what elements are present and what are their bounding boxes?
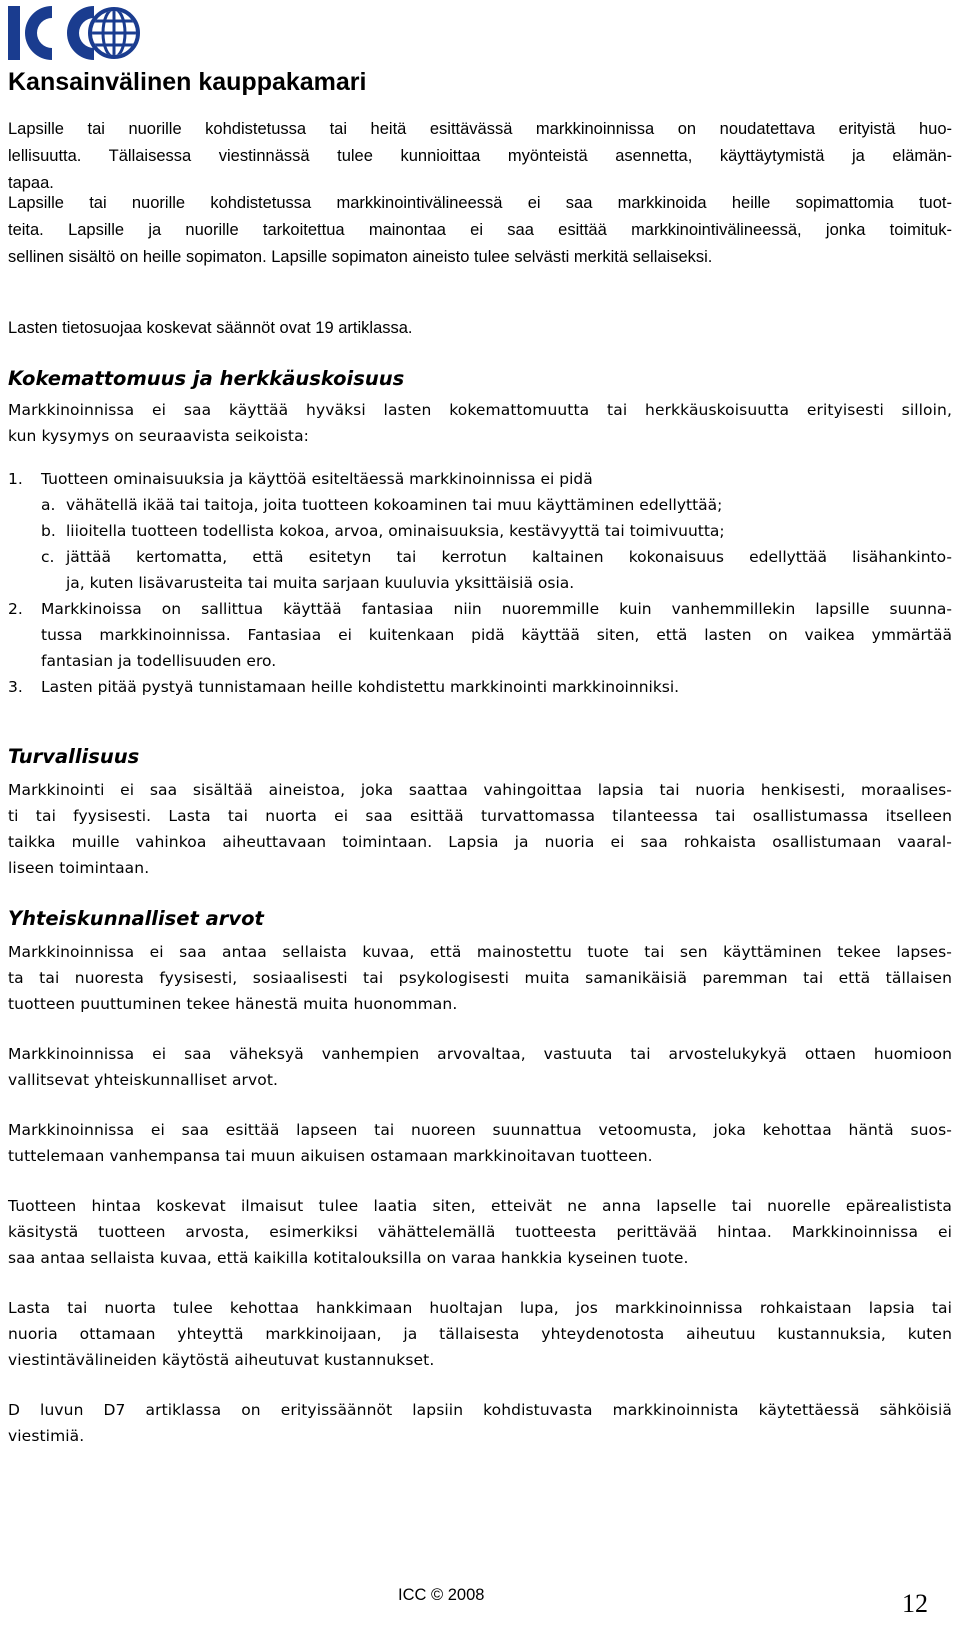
- text-line: viestintävälineiden käytöstä aiheutuvat kustannukset.: [8, 1351, 435, 1369]
- intro-paragraph-2: [8, 190, 952, 271]
- section-heading-yhteiskunnalliset-arvot: Yhteiskunnalliset arvot: [8, 907, 264, 930]
- text-line: vallitsevat yhteiskunnalliset arvot.: [8, 1071, 279, 1089]
- list-item: [8, 674, 952, 700]
- text-fragment: sellinen sisältö on heille sopimaton.: [8, 248, 267, 266]
- section2-paragraph: [8, 777, 952, 881]
- text-line: Lasten pitää pystyä tunnistamaan heille kohdistettu markkinointi markkinoinniksi.: [41, 678, 680, 696]
- intro-paragraph-1: [8, 116, 952, 197]
- sub-list-item: [8, 544, 952, 596]
- sub-list-letter: a.: [41, 496, 56, 514]
- text-line: Lasta tai nuorta tulee kehottaa hankkimaan huoltajan lupa, jos markkinoinnissa rohkaistaan lapsia tai: [8, 1299, 952, 1317]
- text-line: käsitystä tuotteen arvosta, esimerkiksi vähättelemällä tuotteesta perittävää hintaa. Markkinoinnissa ei: [8, 1223, 952, 1241]
- text-line: tuttelemaan vanhempansa tai muun aikuisen ostamaan markkinoitavan tuotteen.: [8, 1147, 653, 1165]
- footer-copyright: ICC © 2008: [398, 1586, 485, 1604]
- text-line: kun kysymys on seuraavista seikoista:: [8, 427, 309, 445]
- text-line: Tuotteen ominaisuuksia ja käyttöä esiteltäessä markkinoinnissa ei pidä: [41, 470, 593, 488]
- text-line: Markkinointi ei saa sisältää aineistoa, joka saattaa vahingoittaa lapsia tai nuoria henkisesti, moraalises-: [8, 781, 952, 799]
- org-title: Kansainvälinen kauppakamari: [8, 68, 367, 96]
- text-line: nuoria ottamaan yhteyttä markkinoijaan, ja tällaisesta yhteydenotosta aiheutuu kustannuksia, kuten: [8, 1325, 952, 1343]
- sub-list-letter: b.: [41, 522, 56, 540]
- sub-list: [41, 492, 952, 596]
- text-line: Markkinoinnissa ei saa esittää lapseen tai nuoreen suunnattua vetoomusta, joka kehottaa häntä suos-: [8, 1121, 952, 1139]
- text-line: [8, 244, 952, 271]
- text-line: Markkinoissa on sallittua käyttää fantasiaa niin nuoremmille kuin vanhemmillekin lapsille suunna-: [41, 600, 952, 618]
- page-number: 12: [902, 1589, 928, 1618]
- text-fragment: Lapsille sopimaton aineisto tulee selvästi merkitä sellaiseksi.: [271, 248, 713, 266]
- intro-paragraph-3: Lasten tietosuojaa koskevat säännöt ovat 19 artiklassa.: [8, 319, 413, 337]
- sub-list-letter: c.: [41, 548, 55, 566]
- list-item: [8, 596, 952, 674]
- list-number: 3.: [8, 678, 23, 696]
- numbered-list: [8, 466, 952, 700]
- section1-intro: [8, 397, 952, 449]
- sub-list-item: [8, 492, 952, 518]
- section3-paragraph: [8, 1193, 952, 1271]
- text-fragment: teita.: [8, 221, 44, 239]
- text-line: vähätellä ikää tai taitoja, joita tuotteen kokoaminen tai muu käyttäminen edellyttää;: [66, 496, 723, 514]
- text-line: Markkinoinnissa ei saa väheksyä vanhempien arvovaltaa, vastuuta tai arvostelukykyä ottaen huomioon: [8, 1045, 952, 1063]
- text-line: Markkinoinnissa ei saa antaa sellaista kuvaa, että mainostettu tuote tai sen käyttäminen tekee lapses-: [8, 943, 952, 961]
- section3-paragraph: [8, 1397, 952, 1449]
- sub-list-item: [8, 518, 952, 544]
- text-line: taikka muille vahinkoa aiheuttavaan toimintaan. Lapsia ja nuoria ei saa rohkaista osallistumaan vaaral-: [8, 833, 952, 851]
- text-line: ja, kuten lisävarusteita tai muita sarjaan kuuluvia yksittäisiä osia.: [66, 574, 575, 592]
- text-line: Lapsille tai nuorille kohdistetussa tai heitä esittävässä markkinoinnissa on noudatettava erityistä huo-: [8, 120, 952, 138]
- list-number: 1.: [8, 470, 23, 488]
- text-line: viestimiä.: [8, 1427, 85, 1445]
- section3-paragraph: [8, 1295, 952, 1373]
- text-line: saa antaa sellaista kuvaa, että kaikilla kotitalouksilla on varaa hankkia kyseinen tuote.: [8, 1249, 689, 1267]
- section3-paragraph: [8, 939, 952, 1017]
- list-item: [8, 466, 952, 596]
- text-fragment: Lapsille ja nuorille tarkoitettua mainontaa ei saa esittää markkinointivälineessä, jonka toimituk-: [68, 221, 952, 239]
- text-line: tuotteen puuttuminen tekee hänestä muita huonomman.: [8, 995, 458, 1013]
- text-line: ti tai fyysisesti. Lasta tai nuorta ei saa esittää turvattomassa tilanteessa tai osallistumassa itselleen: [8, 807, 952, 825]
- text-line: D luvun D7 artiklassa on erityissäännöt lapsiin kohdistuvasta markkinoinnista käytettäessä sähköisiä: [8, 1401, 952, 1419]
- text-line: jättää kertomatta, että esitetyn tai kerrotun kaltainen kokonaisuus edellyttää lisähankinto-: [66, 548, 952, 566]
- text-line: lellisuutta. Tällaisessa viestinnässä tulee kunnioittaa myönteistä asennetta, käyttäytymistä ja elämän-: [8, 147, 952, 165]
- list-number: 2.: [8, 600, 23, 618]
- text-line: tapaa.: [8, 174, 54, 192]
- section-heading-kokemattomuus: Kokemattomuus ja herkkäuskoisuus: [8, 367, 405, 390]
- section-heading-turvallisuus: Turvallisuus: [8, 745, 140, 768]
- text-line: liioitella tuotteen todellista kokoa, arvoa, ominaisuuksia, kestävyyttä tai toimivuutta;: [66, 522, 725, 540]
- icc-logo: [6, 4, 140, 62]
- text-line: fantasian ja todellisuuden ero.: [41, 652, 277, 670]
- text-line: tussa markkinoinnissa. Fantasiaa ei kuitenkaan pidä käyttää siten, että lasten on vaikea ymmärtää: [41, 626, 952, 644]
- text-line: Lapsille tai nuorille kohdistetussa markkinointivälineessä ei saa markkinoida heille sopimattomia tuot-: [8, 194, 952, 212]
- text-line: Markkinoinnissa ei saa käyttää hyväksi lasten kokemattomuutta tai herkkäuskoisuutta erityisesti silloin,: [8, 401, 952, 419]
- section3-paragraph: [8, 1041, 952, 1093]
- text-line: Tuotteen hintaa koskevat ilmaisut tulee laatia siten, etteivät ne anna lapselle tai nuorelle epärealistista: [8, 1197, 952, 1215]
- section3-paragraph: [8, 1117, 952, 1169]
- text-line: [8, 217, 952, 244]
- text-line: liseen toimintaan.: [8, 859, 150, 877]
- text-line: ta tai nuoresta fyysisesti, sosiaalisesti tai psykologisesti muita samanikäisiä paremman tai että tällaisen: [8, 969, 952, 987]
